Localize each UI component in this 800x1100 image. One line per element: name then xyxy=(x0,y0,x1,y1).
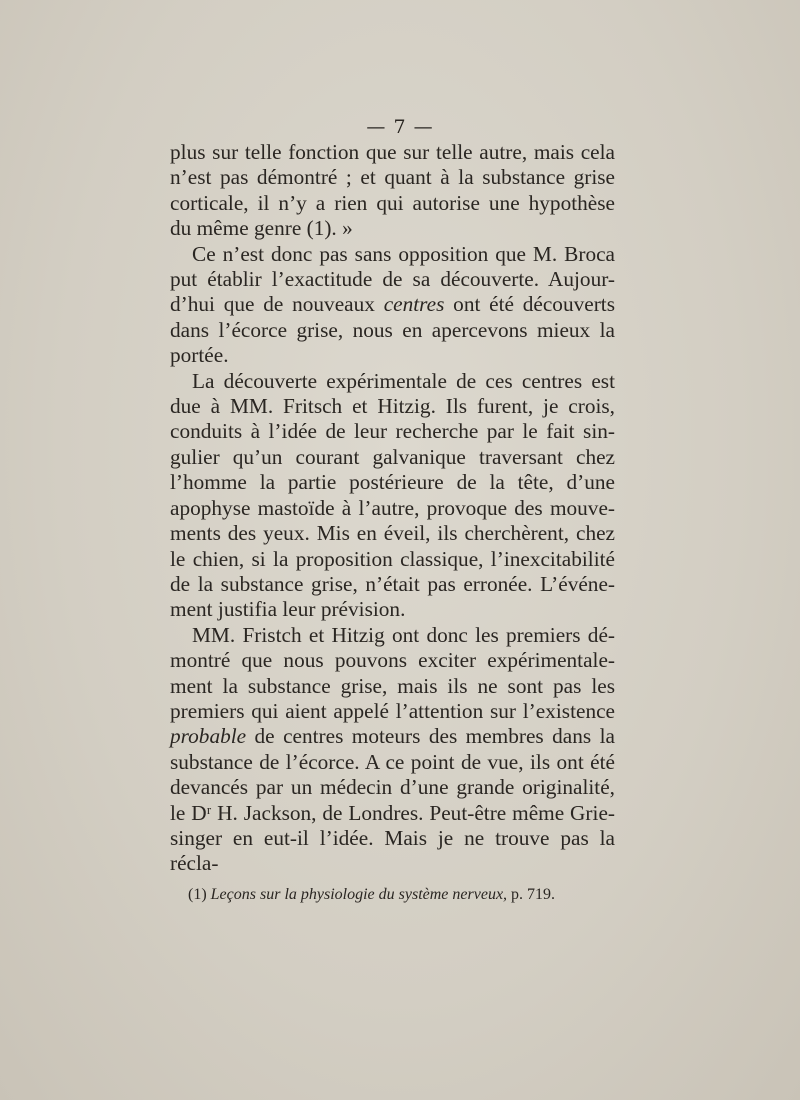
text-line: le Dʳ H. Jackson, de Londres. Peut-être même Grie- xyxy=(170,800,615,825)
text-line: singer en eut-il l’idée. Mais je ne trouve pas la récla- xyxy=(170,825,615,876)
page-number: — 7 — xyxy=(366,116,434,138)
text-line: n’est pas démontré ; et quant à la substance grise xyxy=(170,165,615,190)
text-line: conduits à l’idée de leur recherche par le fait sin- xyxy=(170,419,615,444)
text-line: La découverte expérimentale de ces centres est xyxy=(192,368,615,393)
text-line: l’homme la partie postérieure de la tête, d’une xyxy=(170,470,615,495)
text-line: Ce n’est donc pas sans opposition que M. Broca xyxy=(192,241,615,266)
text-line: dans l’écorce grise, nous en apercevons mieux la xyxy=(170,317,615,342)
text-line: MM. Fristch et Hitzig ont donc les premiers dé- xyxy=(192,622,615,647)
text-line: du même genre (1). » xyxy=(170,216,353,241)
text-line: ment justifia leur prévision. xyxy=(170,597,406,622)
text-line: de la substance grise, n’était pas erronée. L’événe- xyxy=(170,571,615,596)
text-line: gulier qu’un courant galvanique traversant chez xyxy=(170,444,615,469)
text-line: probable de centres moteurs des membres dans la xyxy=(170,724,615,749)
text-line: d’hui que de nouveaux centres ont été découverts xyxy=(170,292,615,317)
text-line: substance de l’écorce. A ce point de vue, ils ont été xyxy=(170,749,615,774)
footnote-number: (1) xyxy=(188,886,207,903)
body-text xyxy=(170,140,615,877)
text-line: apophyse mastoïde à l’autre, provoque des mouve- xyxy=(170,495,615,520)
text-line: ment la substance grise, mais ils ne sont pas les xyxy=(170,673,615,698)
text-line: premiers qui aient appelé l’attention sur l’existence xyxy=(170,698,615,723)
text-line: corticale, il n’y a rien qui autorise une hypothèse xyxy=(170,190,615,215)
text-line: portée. xyxy=(170,343,229,368)
footnote xyxy=(188,885,608,905)
text-line: montré que nous pouvons exciter expérimentale- xyxy=(170,648,615,673)
footnote-page: p. 719. xyxy=(511,886,556,903)
footnote-title: Leçons sur la physiologie du système nerveux, xyxy=(210,886,508,903)
text-line: due à MM. Fritsch et Hitzig. Ils furent, je crois, xyxy=(170,394,615,419)
text-line: devancés par un médecin d’une grande originalité, xyxy=(170,775,615,800)
text-line: le chien, si la proposition classique, l’inexcitabilité xyxy=(170,546,615,571)
text-line: plus sur telle fonction que sur telle autre, mais cela xyxy=(170,140,615,164)
text-line: ments des yeux. Mis en éveil, ils cherchèrent, chez xyxy=(170,521,615,546)
text-line: put établir l’exactitude de sa découverte. Aujour- xyxy=(170,267,615,292)
